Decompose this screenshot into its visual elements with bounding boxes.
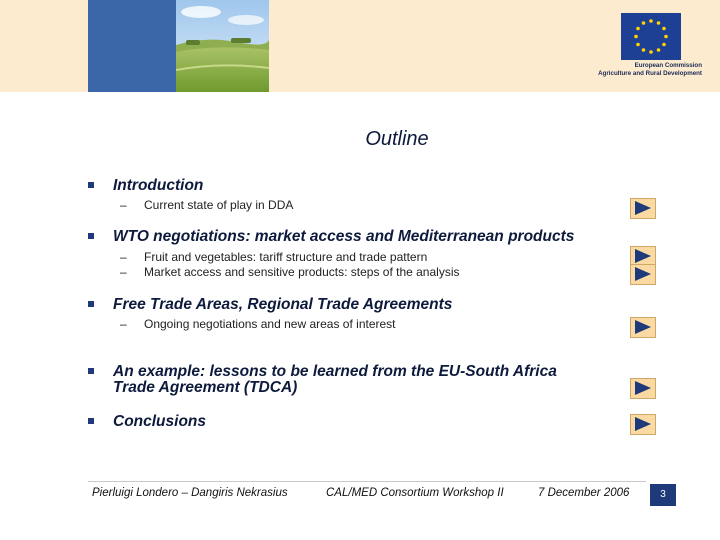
subitem-text: Current state of play in DDA	[144, 198, 294, 212]
landscape-photo	[176, 0, 269, 92]
play-icon	[635, 320, 651, 334]
section-line-1: An example: lessons to be learned from the EU-South Africa	[113, 363, 557, 380]
play-arrow-button[interactable]	[630, 378, 656, 399]
section-line-2: Trade Agreement (TDCA)	[113, 379, 298, 396]
european-commission-logo	[578, 6, 702, 86]
page-number: 3	[650, 484, 676, 506]
play-arrow-button[interactable]	[630, 414, 656, 435]
section-conclusions: Conclusions	[113, 413, 207, 430]
header-blue-strip	[88, 0, 176, 92]
footer-divider	[88, 481, 646, 482]
bullet-icon	[88, 182, 96, 190]
logo-line-2: Agriculture and Rural Development	[598, 70, 702, 77]
dash: –	[120, 250, 127, 264]
page-title: Outline	[365, 128, 429, 150]
dash: –	[120, 265, 127, 279]
play-icon	[635, 249, 651, 263]
section-eu-south-africa-example	[113, 364, 557, 396]
dash: –	[120, 198, 127, 212]
play-icon	[635, 201, 651, 215]
play-arrow-button[interactable]	[630, 317, 656, 338]
subitem-text: Market access and sensitive products: steps of the analysis	[144, 265, 460, 279]
section-free-trade-areas: Free Trade Areas, Regional Trade Agreements	[113, 296, 453, 313]
subitem-text: Ongoing negotiations and new areas of interest	[144, 317, 396, 331]
bullet-icon	[88, 233, 96, 241]
footer-event: CAL/MED Consortium Workshop II	[326, 487, 504, 499]
play-arrow-button[interactable]	[630, 198, 656, 219]
subitem	[120, 198, 293, 212]
play-icon	[635, 267, 651, 281]
footer-date: 7 December 2006	[538, 487, 630, 499]
bullet-icon	[88, 418, 96, 426]
play-icon	[635, 417, 651, 431]
section-wto-negotiations: WTO negotiations: market access and Mediterranean products	[113, 228, 575, 245]
subitem	[120, 265, 460, 279]
logo-caption	[578, 62, 702, 78]
bullet-icon	[88, 368, 96, 376]
play-icon	[635, 381, 651, 395]
subitem-text: Fruit and vegetables: tariff structure and trade pattern	[144, 250, 428, 264]
subitem	[120, 250, 427, 264]
bullet-icon	[88, 301, 96, 309]
footer-authors: Pierluigi Londero – Dangiris Nekrasius	[92, 487, 288, 499]
eu-flag-icon	[621, 13, 681, 60]
logo-line-1: European Commission	[634, 62, 702, 69]
play-arrow-button[interactable]	[630, 264, 656, 285]
dash: –	[120, 317, 127, 331]
section-introduction: Introduction	[113, 177, 204, 194]
subitem	[120, 317, 396, 331]
